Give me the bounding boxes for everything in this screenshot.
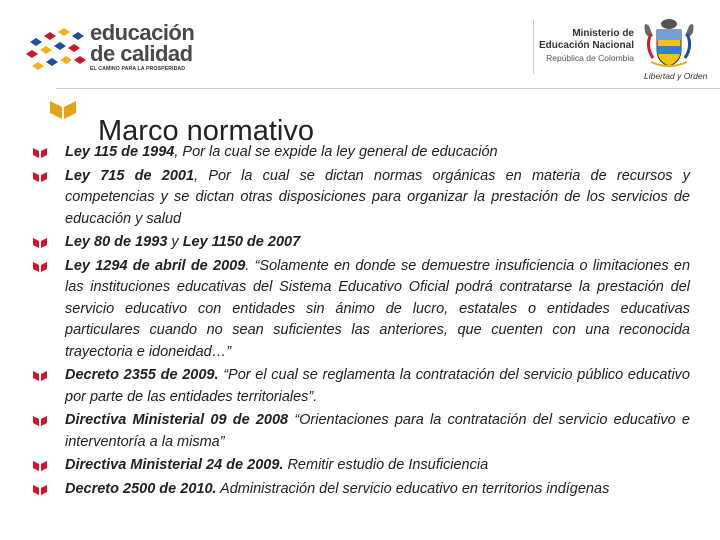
item-law: Directiva Ministerial 24 de 2009. [65, 457, 284, 473]
ministry-line2: Educación Nacional [538, 40, 634, 51]
list-item [30, 479, 690, 501]
motto: Libertad y Orden [644, 71, 708, 81]
bullet-icon [33, 238, 47, 248]
logo-tagline: EL CAMINO PARA LA PROSPERIDAD [90, 66, 186, 72]
item-law: Ley 80 de 1993 [65, 234, 168, 250]
bullet-icon [33, 172, 47, 182]
regulation-list [30, 142, 690, 502]
item-description: “Orientaciones para la contratación del servicio educativo e interventoría a la misma” [65, 412, 690, 450]
educacion-de-calidad-logo[interactable] [26, 22, 226, 74]
item-law: Decreto 2355 de 2009. [65, 367, 219, 383]
item-description: , Por la cual se dictan normas orgánicas en materia de recursos y competencias y se dictan otras disposiciones para organizar la prestación de los servicios de educación y salud [65, 167, 690, 227]
item-law: Ley 115 de 1994 [65, 144, 175, 160]
item-description: . “Solamente en donde se demuestre insuficiencia o limitaciones en las instituciones educativas del Sistema Educativo Oficial podrá contratarse la prestación del servicio educativo con entidades sin ánimo de lucro, estatales o entidades educativas particulares cuando no sean suficientes las anteriores, que cuenten con una reconocida trayectoria e idoneidad…” [65, 257, 691, 360]
list-item [30, 166, 690, 231]
item-law: Directiva Ministerial 09 de 2008 [65, 412, 289, 428]
ministry-line3: República de Colombia [546, 53, 634, 63]
list-item [30, 232, 690, 254]
logo-line1: educación [90, 20, 195, 45]
item-law: Ley 715 de 2001 [65, 167, 195, 184]
bullet-icon [33, 461, 47, 471]
cubes-logo-icon [26, 28, 88, 72]
list-item [30, 142, 690, 164]
item-law-2: Ley 1150 de 2007 [182, 234, 301, 250]
bullet-icon [33, 416, 47, 426]
bullet-icon [33, 371, 47, 381]
ministry-line1: Ministerio de [572, 28, 634, 39]
chevron-bullet-icon [50, 99, 76, 119]
item-description: , Por la cual se expide la ley general de educación [174, 144, 498, 160]
header [0, 0, 720, 90]
ministry-name [539, 28, 634, 64]
bullet-icon [33, 485, 47, 495]
item-law: Decreto 2500 de 2010. [65, 480, 217, 497]
header-divider [533, 20, 534, 74]
item-law: Ley 1294 de abril de 2009 [65, 257, 246, 274]
list-item [30, 410, 690, 453]
bullet-icon [33, 262, 47, 272]
list-item [30, 455, 690, 477]
coat-of-arms-icon [641, 16, 697, 70]
list-item [30, 365, 690, 408]
header-rule [56, 88, 720, 89]
page-title: Marco normativo [98, 115, 314, 148]
item-connector: y [167, 234, 183, 250]
item-description: Remitir estudio de Insuficiencia [283, 457, 489, 473]
bullet-icon [33, 148, 47, 158]
logo-line2: de calidad [90, 41, 193, 66]
item-description: “Por el cual se reglamenta la contratación del servicio público educativo por parte de las entidades territoriales”. [65, 367, 690, 405]
item-description: Administración del servicio educativo en territorios indígenas [216, 480, 610, 497]
logo-text [90, 22, 194, 72]
list-item [30, 256, 690, 364]
